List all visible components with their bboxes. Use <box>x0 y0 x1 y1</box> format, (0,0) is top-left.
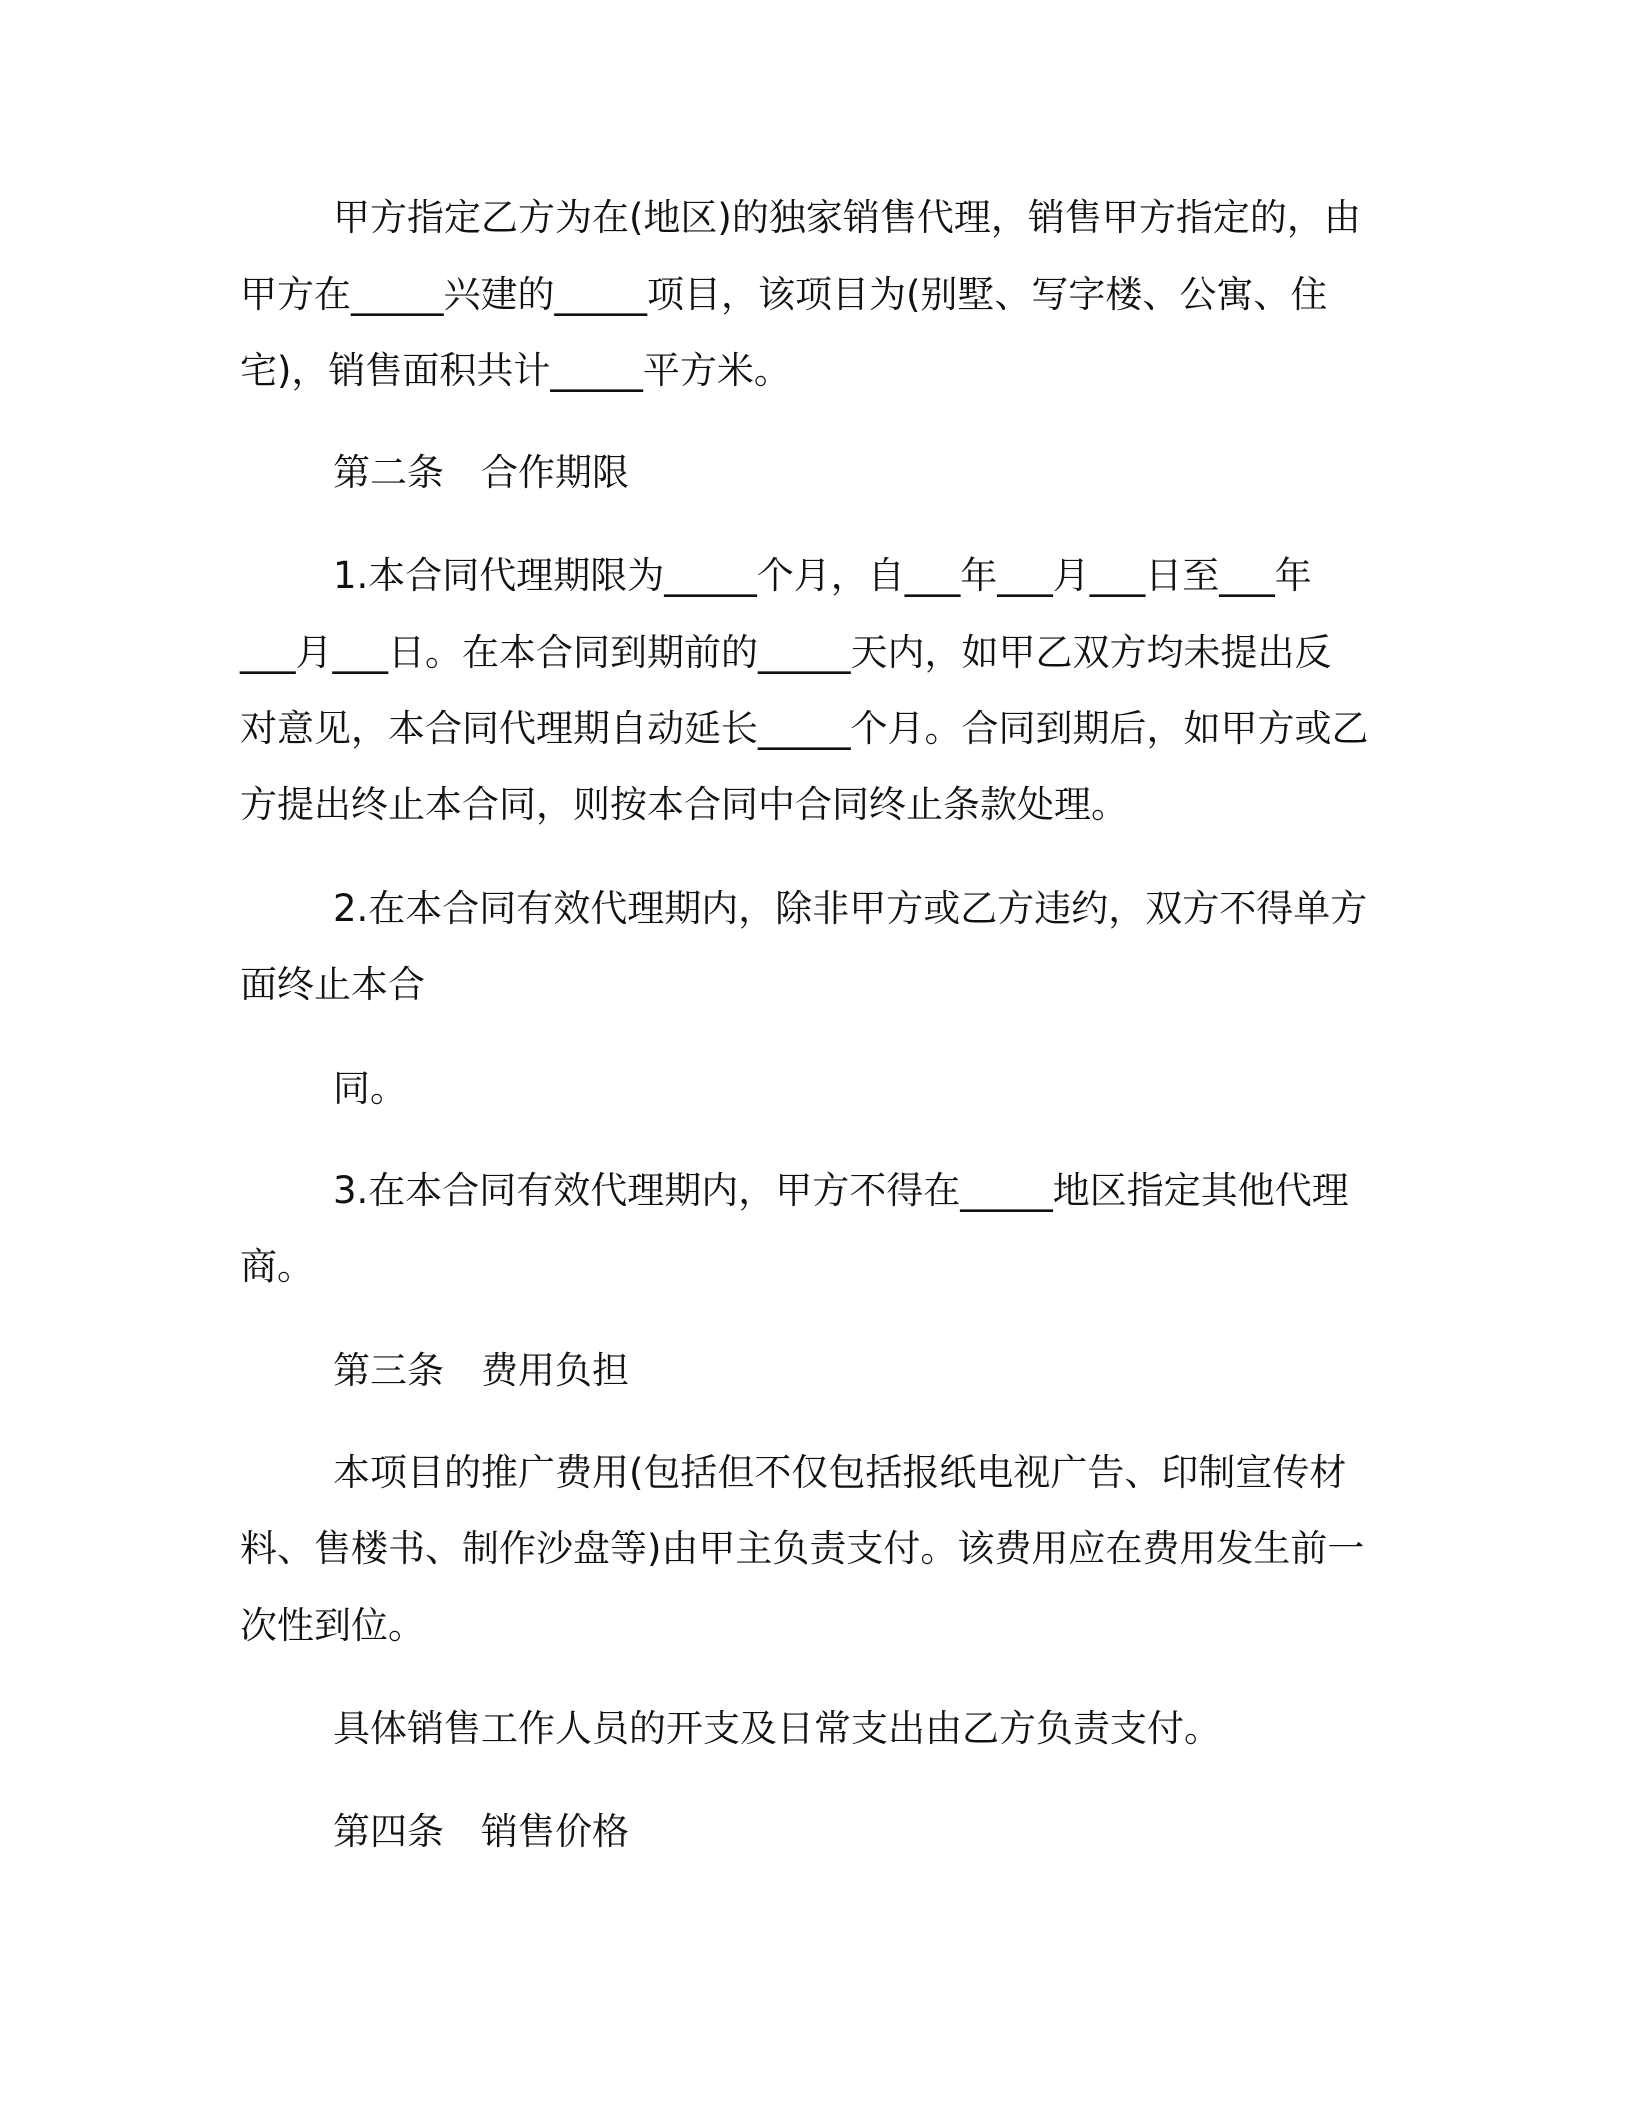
paragraph-line: 对意见，本合同代理期自动延长_____个月。合同到期后，如甲方或乙 <box>240 707 1369 750</box>
section-heading: 第三条 费用负担 <box>333 1349 629 1392</box>
paragraph-line: 方提出终止本合同，则按本合同中合同终止条款处理。 <box>240 783 1128 826</box>
paragraph-line: 3.在本合同有效代理期内，甲方不得在_____地区指定其他代理 <box>333 1169 1349 1212</box>
section-heading: 第四条 销售价格 <box>333 1810 629 1853</box>
section-heading: 第二条 合作期限 <box>333 451 629 494</box>
paragraph-line: 料、售楼书、制作沙盘等)由甲主负责支付。该费用应在费用发生前一 <box>240 1527 1365 1570</box>
paragraph-line: 面终止本合 <box>240 963 425 1006</box>
paragraph-line: 宅)，销售面积共计_____平方米。 <box>240 349 791 392</box>
paragraph-line: ___月___日。在本合同到期前的_____天内，如甲乙双方均未提出反 <box>240 631 1332 674</box>
paragraph-line: 同。 <box>333 1067 407 1110</box>
paragraph-line: 次性到位。 <box>240 1604 425 1647</box>
paragraph-line: 本项目的推广费用(包括但不仅包括报纸电视广告、印制宣传材 <box>333 1451 1347 1494</box>
paragraph-line: 2.在本合同有效代理期内，除非甲方或乙方违约，双方不得单方 <box>333 887 1368 930</box>
paragraph-line: 商。 <box>240 1245 314 1288</box>
paragraph-line: 甲方指定乙方为在(地区)的独家销售代理，销售甲方指定的，由 <box>333 196 1361 239</box>
paragraph-line: 具体销售工作人员的开支及日常支出由乙方负责支付。 <box>333 1707 1221 1750</box>
paragraph-line: 1.本合同代理期限为_____个月，自___年___月___日至___年 <box>333 554 1312 597</box>
paragraph-line: 甲方在_____兴建的_____项目，该项目为(别墅、写字楼、公寓、住 <box>240 273 1328 316</box>
